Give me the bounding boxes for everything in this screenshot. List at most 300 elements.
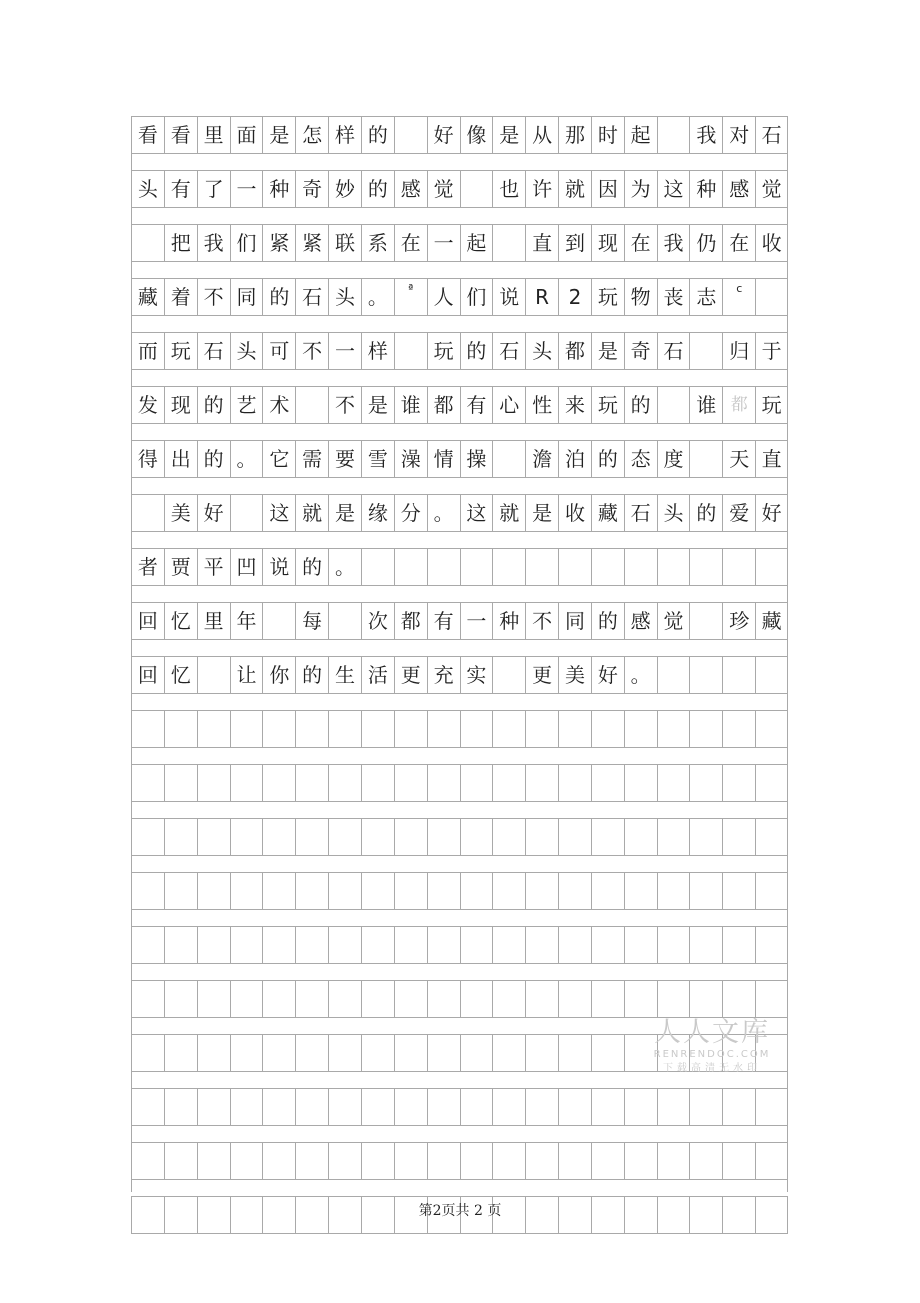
grid-cell — [492, 981, 525, 1017]
grid-cell — [558, 1035, 591, 1071]
grid-cell: 在 — [394, 225, 427, 261]
grid-cell: 的 — [295, 549, 328, 585]
grid-cell — [657, 765, 690, 801]
grid-cell — [230, 495, 263, 531]
grid-cell — [657, 117, 690, 153]
grid-cell: 珍 — [722, 603, 755, 639]
grid-cell: 石 — [295, 279, 328, 315]
grid-cell — [328, 981, 361, 1017]
grid-cell — [722, 927, 755, 963]
grid-cell — [722, 549, 755, 585]
grid-cell: 丧 — [657, 279, 690, 315]
grid-cell — [525, 549, 558, 585]
grid-cell — [394, 1143, 427, 1179]
grid-cell: 的 — [591, 603, 624, 639]
grid-cell: 收 — [755, 225, 788, 261]
grid-cell — [230, 981, 263, 1017]
grid-cell: 好 — [755, 495, 788, 531]
grid-cell — [295, 1143, 328, 1179]
grid-cell: 于 — [755, 333, 788, 369]
grid-row — [131, 872, 788, 910]
grid-cell: 的 — [197, 387, 230, 423]
grid-cell — [394, 981, 427, 1017]
grid-cell: 谁 — [689, 387, 722, 423]
grid-cell — [591, 873, 624, 909]
grid-cell: 充 — [427, 657, 460, 693]
grid-cell: 一 — [328, 333, 361, 369]
grid-cell — [722, 765, 755, 801]
grid-cell: 感 — [624, 603, 657, 639]
grid-cell — [755, 819, 788, 855]
grid-cell: 澹 — [525, 441, 558, 477]
grid-cell — [262, 981, 295, 1017]
grid-cell: 奇 — [295, 171, 328, 207]
grid-cell: 了 — [197, 171, 230, 207]
grid-cell — [591, 981, 624, 1017]
grid-cell — [427, 1143, 460, 1179]
grid-row — [131, 278, 788, 316]
grid-cell — [492, 1143, 525, 1179]
grid-cell — [492, 657, 525, 693]
grid-cell: 直 — [525, 225, 558, 261]
grid-cell — [328, 1143, 361, 1179]
grid-cell — [657, 657, 690, 693]
grid-cell — [230, 711, 263, 747]
grid-cell: 分 — [394, 495, 427, 531]
grid-cell — [755, 279, 788, 315]
grid-cell — [624, 1143, 657, 1179]
grid-cell — [460, 927, 493, 963]
grid-cell — [197, 873, 230, 909]
grid-cell — [427, 765, 460, 801]
grid-cell: 天 — [722, 441, 755, 477]
grid-cell — [755, 873, 788, 909]
grid-cell: 许 — [525, 171, 558, 207]
grid-cell — [262, 1035, 295, 1071]
grid-cell — [525, 711, 558, 747]
grid-cell: 者 — [131, 549, 164, 585]
grid-cell — [492, 1035, 525, 1071]
grid-cell — [591, 1089, 624, 1125]
grid-cell — [624, 711, 657, 747]
grid-cell — [361, 765, 394, 801]
grid-cell — [262, 765, 295, 801]
grid-cell: 奇 — [624, 333, 657, 369]
grid-cell: 而 — [131, 333, 164, 369]
grid-cell: 就 — [295, 495, 328, 531]
grid-row — [131, 1088, 788, 1126]
grid-cell — [427, 819, 460, 855]
grid-cell — [230, 819, 263, 855]
grid-cell: 忆 — [164, 657, 197, 693]
grid-cell — [394, 711, 427, 747]
grid-cell — [689, 765, 722, 801]
grid-cell — [657, 711, 690, 747]
grid-cell: R — [525, 279, 558, 315]
grid-cell: 回 — [131, 657, 164, 693]
grid-cell: ª — [394, 279, 427, 315]
grid-cell: 有 — [164, 171, 197, 207]
grid-cell — [755, 549, 788, 585]
grid-cell — [492, 765, 525, 801]
grid-cell — [427, 981, 460, 1017]
grid-cell — [755, 1143, 788, 1179]
grid-cell — [591, 819, 624, 855]
grid-cell — [427, 549, 460, 585]
grid-cell: 让 — [230, 657, 263, 693]
grid-cell — [722, 1089, 755, 1125]
grid-cell — [262, 711, 295, 747]
grid-cell — [722, 819, 755, 855]
grid-cell — [558, 927, 591, 963]
grid-cell: 缘 — [361, 495, 394, 531]
grid-cell: 这 — [657, 171, 690, 207]
grid-cell: 每 — [295, 603, 328, 639]
grid-cell — [361, 711, 394, 747]
grid-cell: 那 — [558, 117, 591, 153]
grid-cell — [755, 657, 788, 693]
grid-cell: 好 — [197, 495, 230, 531]
grid-cell — [427, 873, 460, 909]
grid-cell — [361, 549, 394, 585]
grid-cell: 样 — [361, 333, 394, 369]
grid-cell — [722, 981, 755, 1017]
grid-cell: 都 — [427, 387, 460, 423]
grid-cell — [624, 981, 657, 1017]
grid-cell: 玩 — [755, 387, 788, 423]
grid-cell: 度 — [657, 441, 690, 477]
grid-cell: 看 — [164, 117, 197, 153]
grid-cell: 藏 — [591, 495, 624, 531]
grid-cell — [460, 765, 493, 801]
grid-row — [131, 170, 788, 208]
grid-cell: 玩 — [427, 333, 460, 369]
grid-cell — [525, 981, 558, 1017]
grid-cell: 石 — [755, 117, 788, 153]
grid-cell: 态 — [624, 441, 657, 477]
grid-cell: 是 — [591, 333, 624, 369]
grid-cell: 需 — [295, 441, 328, 477]
grid-cell: 玩 — [164, 333, 197, 369]
grid-cell: 我 — [657, 225, 690, 261]
grid-cell — [394, 117, 427, 153]
grid-cell: 志 — [689, 279, 722, 315]
grid-cell — [722, 657, 755, 693]
grid-cell: 把 — [164, 225, 197, 261]
grid-cell — [230, 1035, 263, 1071]
grid-cell — [328, 603, 361, 639]
grid-cell: 不 — [525, 603, 558, 639]
renrendoc-watermark — [642, 1018, 782, 1076]
grid-cell: 物 — [624, 279, 657, 315]
grid-row — [131, 926, 788, 964]
grid-cell: 是 — [525, 495, 558, 531]
grid-cell — [131, 225, 164, 261]
grid-cell — [328, 873, 361, 909]
grid-cell: 一 — [460, 603, 493, 639]
grid-cell: 种 — [262, 171, 295, 207]
grid-cell: 现 — [164, 387, 197, 423]
grid-cell — [755, 711, 788, 747]
grid-cell — [131, 1035, 164, 1071]
watermark-title: 人人文库 — [654, 1017, 770, 1048]
grid-cell — [558, 1143, 591, 1179]
grid-cell: 回 — [131, 603, 164, 639]
grid-cell — [164, 1089, 197, 1125]
grid-cell: 操 — [460, 441, 493, 477]
grid-row — [131, 494, 788, 532]
grid-cell — [427, 711, 460, 747]
grid-cell — [591, 765, 624, 801]
grid-cell: 感 — [394, 171, 427, 207]
grid-cell: 头 — [525, 333, 558, 369]
grid-cell: 时 — [591, 117, 624, 153]
grid-cell: 头 — [657, 495, 690, 531]
grid-cell: 种 — [689, 171, 722, 207]
grid-cell: 是 — [262, 117, 295, 153]
grid-cell: 在 — [722, 225, 755, 261]
grid-cell — [262, 927, 295, 963]
grid-cell — [492, 225, 525, 261]
grid-cell — [657, 981, 690, 1017]
grid-cell: 雪 — [361, 441, 394, 477]
grid-cell — [492, 711, 525, 747]
grid-cell: 的 — [460, 333, 493, 369]
grid-cell: 凹 — [230, 549, 263, 585]
grid-cell: 有 — [427, 603, 460, 639]
watermark-subtitle: 下载高清无水印 — [663, 1063, 761, 1074]
grid-cell — [657, 1089, 690, 1125]
grid-cell — [722, 711, 755, 747]
grid-cell: 头 — [230, 333, 263, 369]
grid-cell: 不 — [197, 279, 230, 315]
grid-cell — [197, 927, 230, 963]
grid-cell — [591, 711, 624, 747]
grid-cell: 是 — [492, 117, 525, 153]
grid-cell: 得 — [131, 441, 164, 477]
grid-cell — [492, 873, 525, 909]
grid-cell — [328, 711, 361, 747]
grid-cell — [558, 1089, 591, 1125]
grid-cell — [197, 1089, 230, 1125]
grid-cell: 的 — [591, 441, 624, 477]
grid-cell — [492, 819, 525, 855]
grid-row — [131, 710, 788, 748]
grid-cell — [361, 819, 394, 855]
grid-cell: 看 — [131, 117, 164, 153]
grid-cell: 怎 — [295, 117, 328, 153]
grid-cell — [164, 711, 197, 747]
grid-cell: 的 — [624, 387, 657, 423]
grid-row — [131, 602, 788, 640]
grid-cell — [164, 819, 197, 855]
grid-cell: 藏 — [755, 603, 788, 639]
grid-cell — [689, 549, 722, 585]
grid-cell: 更 — [394, 657, 427, 693]
grid-cell — [197, 765, 230, 801]
grid-cell — [689, 711, 722, 747]
grid-cell — [328, 927, 361, 963]
grid-cell — [328, 765, 361, 801]
grid-cell: 觉 — [657, 603, 690, 639]
grid-cell: 性 — [525, 387, 558, 423]
grid-cell: 。 — [230, 441, 263, 477]
grid-cell: 到 — [558, 225, 591, 261]
grid-cell — [525, 765, 558, 801]
grid-cell: 发 — [131, 387, 164, 423]
grid-cell: 出 — [164, 441, 197, 477]
grid-cell — [131, 765, 164, 801]
grid-cell: 现 — [591, 225, 624, 261]
grid-cell: 的 — [295, 657, 328, 693]
grid-cell: 是 — [361, 387, 394, 423]
grid-cell: 术 — [262, 387, 295, 423]
grid-cell: 里 — [197, 603, 230, 639]
grid-cell — [689, 1089, 722, 1125]
grid-cell: 艺 — [230, 387, 263, 423]
grid-cell: 的 — [361, 117, 394, 153]
grid-cell — [492, 1089, 525, 1125]
grid-cell: 种 — [492, 603, 525, 639]
grid-cell: 觉 — [755, 171, 788, 207]
grid-cell: 心 — [492, 387, 525, 423]
grid-cell — [689, 819, 722, 855]
grid-cell — [164, 981, 197, 1017]
grid-cell: 好 — [427, 117, 460, 153]
grid-cell: 我 — [689, 117, 722, 153]
grid-cell: 这 — [262, 495, 295, 531]
grid-cell: 可 — [262, 333, 295, 369]
grid-cell: 妙 — [328, 171, 361, 207]
grid-cell: 的 — [689, 495, 722, 531]
grid-cell: 美 — [558, 657, 591, 693]
grid-row — [131, 386, 788, 424]
grid-cell: 2 — [558, 279, 591, 315]
grid-cell: 年 — [230, 603, 263, 639]
grid-cell — [164, 927, 197, 963]
grid-cell — [755, 765, 788, 801]
grid-cell: 直 — [755, 441, 788, 477]
grid-cell — [262, 1143, 295, 1179]
grid-cell — [591, 1035, 624, 1071]
grid-cell — [230, 873, 263, 909]
grid-cell: 活 — [361, 657, 394, 693]
grid-cell: 美 — [164, 495, 197, 531]
grid-cell: 觉 — [427, 171, 460, 207]
grid-cell: 紧 — [262, 225, 295, 261]
grid-cell — [197, 1143, 230, 1179]
grid-cell: 说 — [492, 279, 525, 315]
grid-cell — [394, 333, 427, 369]
grid-cell — [657, 387, 690, 423]
grid-cell — [295, 387, 328, 423]
grid-cell: 们 — [460, 279, 493, 315]
grid-cell — [624, 765, 657, 801]
grid-row — [131, 764, 788, 802]
grid-cell — [624, 873, 657, 909]
grid-cell: 就 — [492, 495, 525, 531]
grid-cell — [197, 657, 230, 693]
grid-cell: 它 — [262, 441, 295, 477]
grid-cell: 的 — [262, 279, 295, 315]
grid-cell: 的 — [197, 441, 230, 477]
grid-cell: 忆 — [164, 603, 197, 639]
grid-cell — [131, 495, 164, 531]
grid-cell — [689, 1143, 722, 1179]
grid-cell — [131, 819, 164, 855]
grid-cell — [361, 1143, 394, 1179]
grid-cell — [328, 819, 361, 855]
grid-cell — [230, 1089, 263, 1125]
grid-row — [131, 332, 788, 370]
grid-cell: 归 — [722, 333, 755, 369]
grid-cell — [492, 441, 525, 477]
grid-cell: 对 — [722, 117, 755, 153]
grid-cell — [558, 765, 591, 801]
grid-cell: 在 — [624, 225, 657, 261]
grid-cell — [131, 873, 164, 909]
grid-cell: 石 — [657, 333, 690, 369]
grid-cell — [460, 1143, 493, 1179]
grid-cell — [722, 1143, 755, 1179]
grid-cell — [689, 981, 722, 1017]
grid-cell: 们 — [230, 225, 263, 261]
grid-cell: 石 — [492, 333, 525, 369]
grid-cell: 一 — [230, 171, 263, 207]
grid-cell: 贾 — [164, 549, 197, 585]
grid-cell — [295, 819, 328, 855]
grid-cell: 更 — [525, 657, 558, 693]
grid-cell — [657, 873, 690, 909]
grid-cell: 生 — [328, 657, 361, 693]
grid-cell: 平 — [197, 549, 230, 585]
grid-cell — [262, 873, 295, 909]
grid-cell: 都 — [722, 387, 755, 423]
grid-cell: 面 — [230, 117, 263, 153]
grid-row — [131, 116, 788, 154]
grid-cell — [492, 927, 525, 963]
grid-cell — [230, 927, 263, 963]
grid-cell — [525, 819, 558, 855]
grid-cell: 头 — [131, 171, 164, 207]
grid-cell — [460, 981, 493, 1017]
grid-cell: 谁 — [394, 387, 427, 423]
grid-cell — [295, 711, 328, 747]
grid-cell: 都 — [558, 333, 591, 369]
grid-cell — [755, 981, 788, 1017]
grid-cell — [394, 927, 427, 963]
grid-cell: 情 — [427, 441, 460, 477]
grid-cell — [394, 1035, 427, 1071]
grid-cell — [460, 819, 493, 855]
grid-cell — [525, 1089, 558, 1125]
page-footer: 第2页共 2 页 — [418, 1203, 502, 1219]
grid-cell — [394, 819, 427, 855]
grid-cell — [558, 873, 591, 909]
grid-cell — [230, 765, 263, 801]
grid-cell: 我 — [197, 225, 230, 261]
grid-cell — [295, 765, 328, 801]
grid-cell: 同 — [230, 279, 263, 315]
grid-cell — [131, 1089, 164, 1125]
grid-cell — [558, 981, 591, 1017]
grid-cell: 你 — [262, 657, 295, 693]
grid-cell — [460, 873, 493, 909]
grid-cell — [492, 549, 525, 585]
grid-cell: 是 — [328, 495, 361, 531]
grid-cell: 头 — [328, 279, 361, 315]
grid-row — [131, 440, 788, 478]
